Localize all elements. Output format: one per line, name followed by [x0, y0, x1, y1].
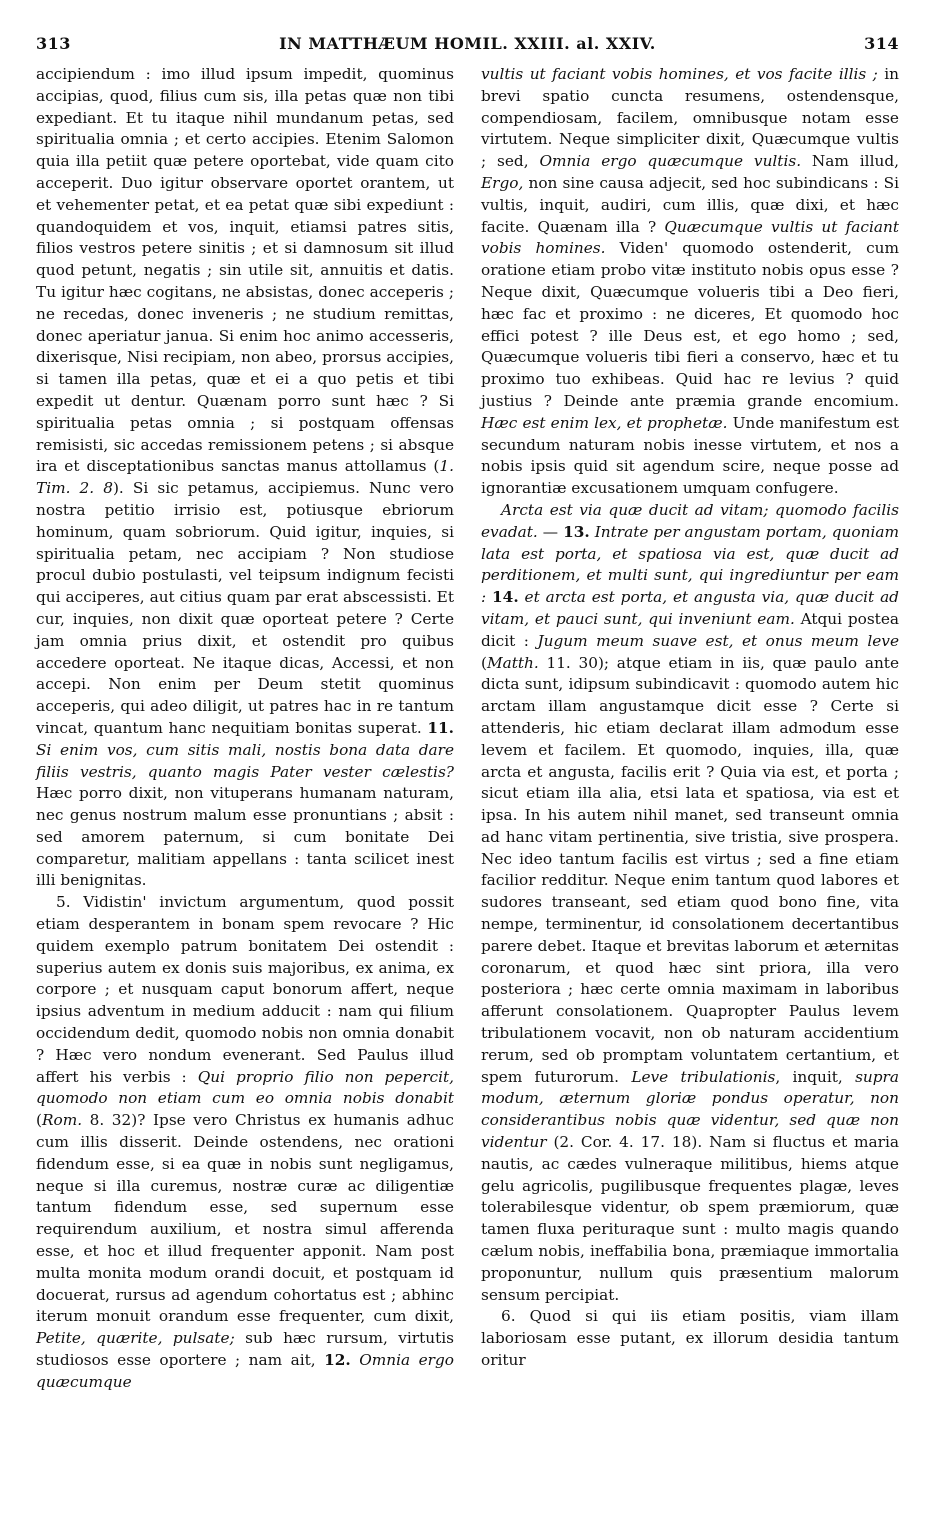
running-title: IN MATTHÆUM HOMIL. XXIII. al. XXIV. — [279, 34, 656, 53]
scripture-quote: Omnia ergo quæcumque vultis. — [539, 152, 802, 171]
scripture-quote: Ergo, — [481, 173, 524, 192]
text-run: Hæc porro dixit, non vituperans humanam naturam, nec genus nostrum malum esse pronuntians ; absit : sed amorem paternum, si cum bonitate Dei comparetur, malitiam appellans : tanta scilicet inest illi benignitas. — [36, 784, 454, 890]
scripture-quote: supra modum, æternum gloriæ pondus operatur, non considerantibus nobis quæ videntur, sed quæ non videntur — [481, 1067, 899, 1152]
verse-number: 12. — [324, 1351, 351, 1370]
page-number-right: 314 — [864, 34, 899, 53]
text-run: Viden' quomodo ostenderit, cum oratione etiam probo vitæ instituto nobis opus esse ? Neque dixit, Quæcumque volueris tibi a Deo fieri, hæc fac et proximo : ne diceres, Et quomodo hoc effici potest ? ille Deus est, et ego homo ; sed, Quæcumque volueris tibi fieri a conservo, hæc et tu proximo tuo exhibeas. Quid hac re levius ? quid justius ? Deinde ante præmia grande encomium. — [481, 239, 899, 410]
scripture-quote: Intrate per angustam portam, quoniam lata est porta, et spatiosa via est, quæ ducit ad perditionem, et multi sunt, qui ingrediuntur per eam : — [481, 522, 899, 607]
text-run: Nam illud, — [811, 152, 899, 171]
citation-number: 11. 30 — [546, 653, 598, 672]
text-run: , inquit, — [775, 1067, 843, 1086]
scripture-quote: et arcta est porta, et angusta via, quæ ducit ad vitam, et pauci sunt, qui inveniunt eam. — [481, 588, 899, 628]
paren: ( — [553, 1133, 560, 1152]
verse-number: 13. — [563, 522, 590, 541]
page-number-left: 313 — [36, 34, 71, 53]
scripture-quote: Hæc est enim lex, et prophetæ. — [481, 413, 728, 432]
scripture-quote: Jugum meum suave est, et onus meum leve — [537, 631, 899, 650]
section-heading: Arcta est via quæ ducit ad vitam; quomodo facilis evadat. — [481, 500, 899, 541]
citation: 1. Tim. 2. 8 — [36, 457, 454, 498]
citation: Rom. — [41, 1111, 83, 1130]
dash: — — [542, 522, 559, 541]
paragraph — [481, 64, 899, 500]
text-run: 5. Vidistin' invictum argumentum, quod possit etiam desperantem in bonam spem revocare ? Hic quidem exemplo patrum bonitatem Dei ostendit : superius autem ex donis suis majoribus, ex anima, ex corpore ; et nusquam caput bonorum affert, neque ipsius adventum in medium adducit : nam qui filium occidendum dedit, quomodo nobis non omnia donabit ? Hæc vero nondum evenerant. Sed Paulus illud affert his verbis : — [36, 893, 454, 1086]
paren: ( — [36, 1111, 42, 1130]
paragraph — [36, 64, 454, 892]
text-run: )? Ipse vero Christus ex humanis adhuc cum illis disserit. Deinde ostendens, nec orationi fidendum esse, si ea quæ in nobis sunt negligamus, neque si illa curemus, nostræ curæ ac diligentiæ tantum fidendum esse, sed supernum esse requirendum auxilium, et nostra simul afferenda esse, et hoc et illud frequenter apponit. Nam post multa monita modum orandi docuit, et postquam id docuerat, rursus ad agendum cohortatus est ; abhinc iterum monuit orandum esse frequenter, cum dixit, — [36, 1111, 454, 1326]
text-run: ); atque etiam in iis, quæ paulo ante dicta sunt, idipsum subindicavit : quomodo autem hic arctam illam angustamque dicit esse ? Certe si attenderis, hic etiam declarat illam admodum esse levem et facilem. Et quomodo, inquies, illa, quæ arcta et angusta, facilis erit ? Quia via est, et porta ; sicut etiam illa alia, etsi lata et spatiosa, via est et ipsa. In his autem nihil manet, sed transeunt omnia ad hanc vitam pertinentia, sive tristia, sive prospera. Nec ideo tantum facilis est virtus ; sed a fine etiam facilior redditur. Neque enim tantum quod labores et sudores transeant, sed etiam quod bono fine, vita nempe, terminentur, id consolationem decertantibus parere debet. Itaque et brevitas laborum et æternitas coronarum, et quod hæc sint priora, illa vero posteriora ; hæc certe omnia maximam in laboribus afferunt consolationem. Quapropter Paulus levem tribulationem vocavit, non ob naturam accidentium rerum, sed ob promptam voluntatem certantium, et spem futurorum. — [481, 653, 899, 1086]
text-run: Atqui postea dicit : — [481, 609, 899, 650]
text-run: ). Si sic petamus, accipiemus. Nunc vero nostra petitio irrisio est, potiusque ebriorum hominum, quam sobriorum. Quid igitur, inquies, si spiritualia petam, nec accipiam ? Non studiose procul dubio postulasti, vel teipsum indignum fecisti qui acciperes, aut citius quam par erat abscessisti. Et cur, inquies, non dixit quæ oporteat petere ? Certe jam omnia prius dixit, et ostendit pro quibus accedere oporteat. Ne itaque dicas, Accessi, et non accepi. Non enim per Deum stetit quominus acceperis, qui adeo diligit, ut patres hac in re tantum vincat, quantum hanc nequitiam bonitas superat. — [36, 479, 454, 737]
text-run: non sine causa adjecit, sed hoc subindicans : Si vultis, inquit, audiri, cum illis, quæ dixi, et hæc facite. Quænam illa ? — [481, 173, 899, 236]
scripture-quote: vultis ut faciant vobis homines, et vos facite illis ; — [481, 65, 878, 83]
citation-number: 8. 32 — [89, 1111, 132, 1130]
text-run: Unde manifestum est secundum naturam nobis inesse virtutem, et nos a nobis ipsis quid sit agendum scire, neque posse ad ignorantiæ excusationem umquam confugere. — [481, 413, 899, 498]
scripture-quote: Leve tribulationis — [631, 1067, 776, 1086]
citation: Matth. — [486, 653, 539, 672]
left-column — [36, 64, 454, 1394]
scripture-quote: Qui proprio filio non pepercit, quomodo non etiam cum eo omnia nobis donabit — [36, 1067, 454, 1108]
scripture-quote: Petite, quærite, pulsate; — [36, 1329, 235, 1348]
scripture-quote: Omnia ergo quæcumque — [36, 1351, 454, 1391]
right-column — [481, 64, 899, 1372]
text-run: ). Nam si fluctus et maria nautis, ac cædes vulneraque militibus, hiems atque gelu agricolis, pugilibusque frequentes plagæ, leves tolerabilesque videntur, ob spem præmiorum, quæ tamen fluxa perituraque sunt : multo magis quando cælum nobis, ineffabilia bona, præmiaque immortalia proponuntur, nullum quis præsentium malorum sensum percipiat. — [481, 1133, 899, 1304]
text-run: accipiendum : imo illud ipsum impedit, quominus accipias, quod, filius cum sis, illa petas quæ non tibi expediant. Et tu itaque nihil mundanum petas, sed spiritualia omnia ; et certo accipies. Etenim Salomon quia illa petiit quæ petere oportebat, vide quam cito acceperit. Duo igitur observare oportet orantem, ut et vehementer petat, et ea petat quæ sibi expediunt : quandoquidem et vos, inquit, etiamsi patres sitis, filios vestros petere sinitis ; et si damnosum sit illud quod petunt, negatis ; sin utile sit, annuitis et datis. Tu igitur hæc cogitans, ne absistas, donec acceperis ; ne recedas, donec inveneris ; ne studium remittas, donec aperiatur janua. Si enim hoc animo accesseris, dixerisque, Nisi recipiam, non abeo, prorsus accipies, si tamen illa petas, quæ et ei a quo petis et tibi expedit ut dentur. Quænam porro sunt hæc ? Si spiritualia petas omnia ; si postquam offensas remisisti, sic accedas remissionem petens ; si absque ira et disceptationibus sanctas manus attollamus ( — [36, 65, 454, 476]
scripture-quote: Quæcumque vultis ut faciant vobis homines. — [481, 217, 899, 258]
paragraph — [36, 892, 454, 1393]
verse-number: 11. — [427, 718, 454, 737]
paragraph — [481, 500, 899, 1306]
text-run: sub hæc rursum, virtutis studiosos esse oportere ; nam ait, — [36, 1329, 454, 1370]
citation: 2. Cor. 4. 17. 18 — [559, 1133, 692, 1152]
paragraph — [481, 1306, 899, 1371]
paren: ( — [481, 653, 487, 672]
verse-number: 14. — [492, 588, 519, 607]
running-header — [36, 34, 899, 58]
text-run: in brevi spatio cuncta resumens, ostendensque, compendiosam, facilem, omnibusque notam esse virtutem. Neque simpliciter dixit, Quæcumque vultis ; sed, — [481, 65, 899, 171]
text-run: 6. Quod si qui iis etiam positis, viam illam laboriosam esse putant, ex illorum desidia tantum oritur — [481, 1307, 899, 1370]
scripture-quote: Si enim vos, cum sitis mali, nostis bona data dare filiis vestris, quanto magis Pater vester cælestis? — [36, 740, 454, 781]
